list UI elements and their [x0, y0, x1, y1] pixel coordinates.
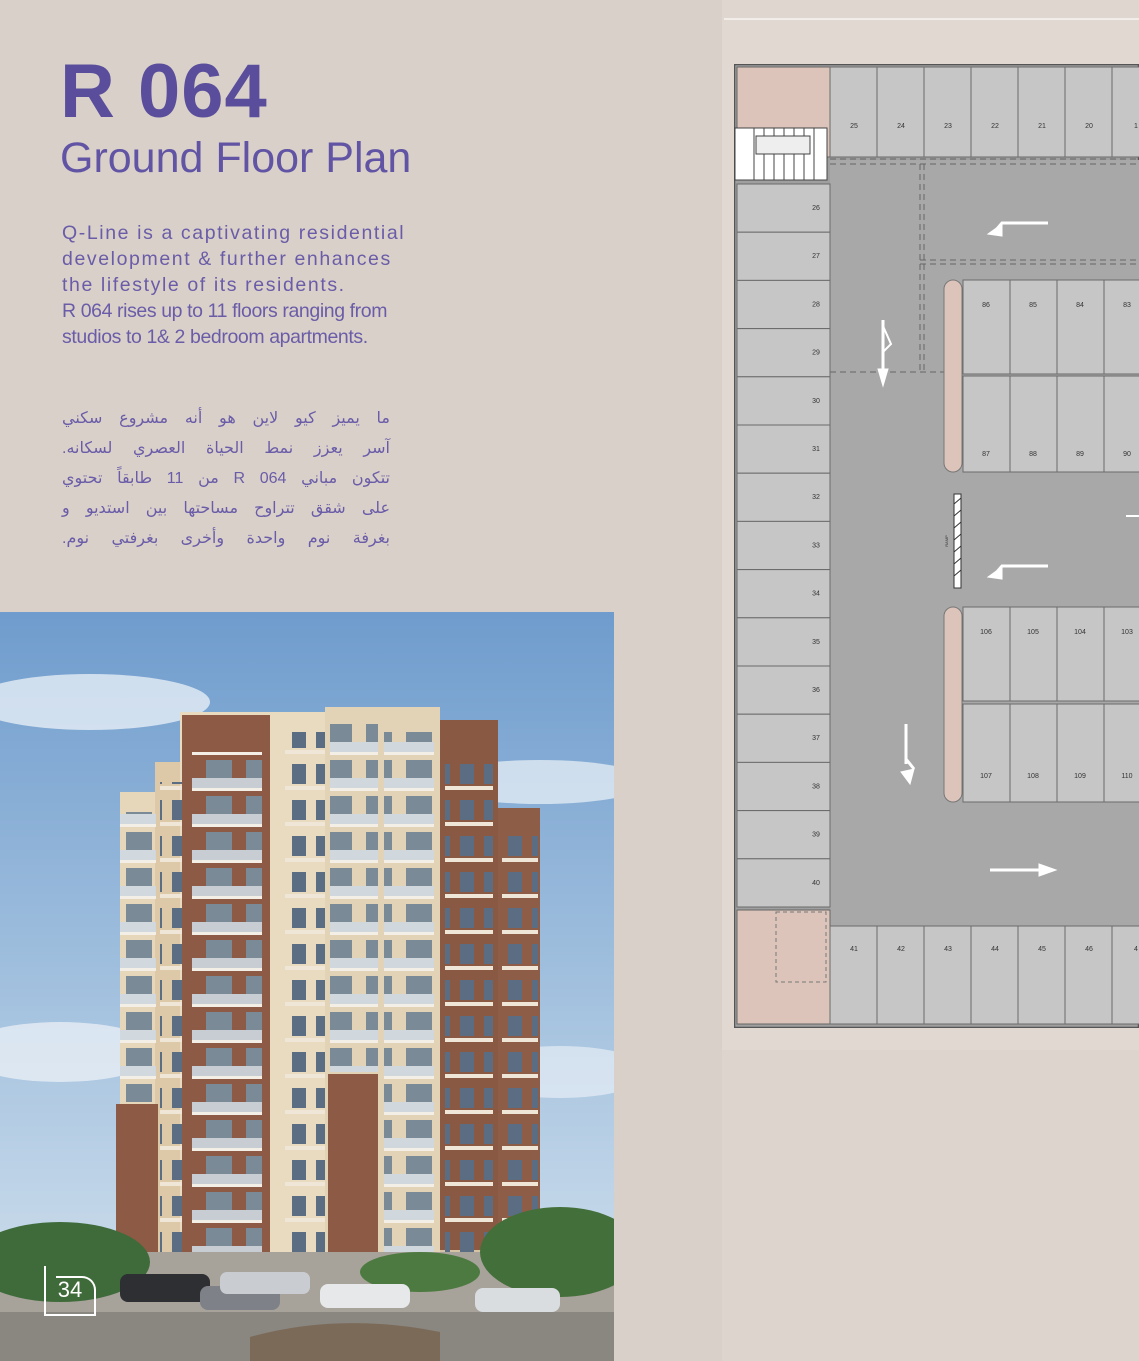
bay-number: 22: [991, 123, 999, 130]
bay-number: 84: [1076, 302, 1084, 309]
description-line: ما يميز كيو لاين هو أنه مشروع سكني: [62, 410, 390, 427]
bay-number: 41: [850, 946, 858, 953]
parking-bay: [830, 67, 877, 157]
page-title: R 064: [60, 49, 268, 134]
parking-bay: [1104, 280, 1139, 374]
parking-bay: [924, 926, 971, 1024]
bay-number: 27: [812, 253, 820, 261]
parking-bay: [1018, 926, 1065, 1024]
panel-lower: [722, 1050, 1139, 1361]
parking-bay: [1104, 704, 1139, 802]
bay-number: 35: [812, 638, 820, 646]
parking-bay: [924, 67, 971, 157]
parking-bay: [1010, 280, 1057, 374]
description-line: the lifestyle of its residents.: [62, 274, 346, 296]
page-number: 34: [44, 1266, 94, 1316]
bay-number: 21: [1038, 123, 1046, 130]
bay-number: 42: [897, 946, 905, 953]
island-column: [944, 280, 962, 472]
parking-bay: [1112, 926, 1139, 1024]
bay-number: 106: [980, 629, 992, 636]
drive-aisle: [830, 160, 1139, 928]
bay-number: 26: [812, 205, 820, 212]
bay-number: 37: [812, 735, 820, 743]
building-photo: [0, 612, 614, 1361]
bay-number: 107: [980, 773, 992, 780]
bay-number: 36: [812, 687, 820, 694]
bay-number: 39: [812, 831, 820, 839]
bay-number: 28: [812, 301, 820, 309]
description-line: آسر يعزز نمط الحياة العصري لسكانه.: [62, 440, 390, 457]
bay-number: 24: [897, 123, 905, 130]
bay-number: 43: [944, 946, 952, 953]
description-line: تتكون مباني R 064 من 11 طابقاً تحتوي: [62, 470, 391, 487]
bay-number: 29: [812, 349, 820, 357]
bay-number: 38: [812, 783, 820, 791]
parking-bay: [1104, 376, 1139, 472]
parking-bay: [1065, 67, 1112, 157]
staircase: [735, 128, 827, 180]
bay-number: 32: [812, 494, 820, 502]
bay-number: 87: [982, 451, 990, 458]
parking-bay: [1112, 67, 1139, 157]
bay-number: 33: [812, 542, 820, 550]
parking-bay: [971, 926, 1018, 1024]
ramp-label: RAMP: [944, 535, 949, 547]
bay-number: 30: [812, 397, 820, 405]
bay-number: 105: [1027, 629, 1039, 636]
bay-number: 109: [1074, 773, 1086, 780]
description-english: [62, 220, 406, 350]
parking-bay: [1057, 607, 1104, 701]
bay-number: 86: [982, 302, 990, 309]
bay-number: 83: [1123, 302, 1131, 309]
parking-bay: [963, 607, 1010, 701]
ramp: [954, 494, 961, 588]
bay-number: 34: [812, 590, 820, 598]
description-line: Q-Line is a captivating residential: [62, 222, 406, 244]
parking-bay: [1018, 67, 1065, 157]
bay-number: 4: [1134, 946, 1138, 953]
bay-number: 45: [1038, 946, 1046, 953]
bay-number: 23: [944, 123, 952, 130]
parking-bay: [1104, 607, 1139, 701]
ground-floor-plan: [734, 64, 1139, 1028]
bay-number: 40: [812, 879, 820, 887]
bay-number: 44: [991, 946, 999, 953]
bay-number: 108: [1027, 773, 1039, 780]
parking-bay: [1010, 607, 1057, 701]
description-line: development & further enhances: [62, 248, 392, 270]
bay-number: 1: [1134, 123, 1138, 130]
parking-bay: [1065, 926, 1112, 1024]
parking-bay: [877, 67, 924, 157]
bay-number: 104: [1074, 629, 1086, 636]
description-line: R 064 rises up to 11 floors ranging from: [62, 300, 388, 322]
parking-bay: [963, 280, 1010, 374]
bay-number: 88: [1029, 451, 1037, 458]
description-line: على شقق تتراوح مساحتها بين استديو و: [62, 500, 390, 517]
description-arabic: [62, 404, 390, 554]
parking-bay: [1057, 704, 1104, 802]
bay-number: 46: [1085, 946, 1093, 953]
description-line: studios to 1& 2 bedroom apartments.: [62, 326, 368, 348]
page-subtitle: Ground Floor Plan: [60, 134, 412, 182]
parking-bay: [963, 704, 1010, 802]
bay-number: 20: [1085, 123, 1093, 130]
parking-bay: [877, 926, 924, 1024]
parking-bay: [971, 67, 1018, 157]
island-column: [944, 607, 962, 802]
parking-bay: [1057, 280, 1104, 374]
parking-bay: [830, 926, 877, 1024]
bay-number: 110: [1121, 773, 1133, 780]
parking-bay: [1010, 704, 1057, 802]
description-line: بغرفة نوم واحدة وأخرى بغرفتي نوم.: [62, 530, 390, 547]
bay-number: 25: [850, 123, 858, 130]
bay-number: 103: [1121, 629, 1133, 636]
bay-number: 85: [1029, 302, 1037, 309]
bay-number: 31: [812, 446, 820, 453]
service-core: [737, 910, 830, 1024]
bay-number: 90: [1123, 451, 1131, 458]
bay-number: 89: [1076, 451, 1084, 458]
